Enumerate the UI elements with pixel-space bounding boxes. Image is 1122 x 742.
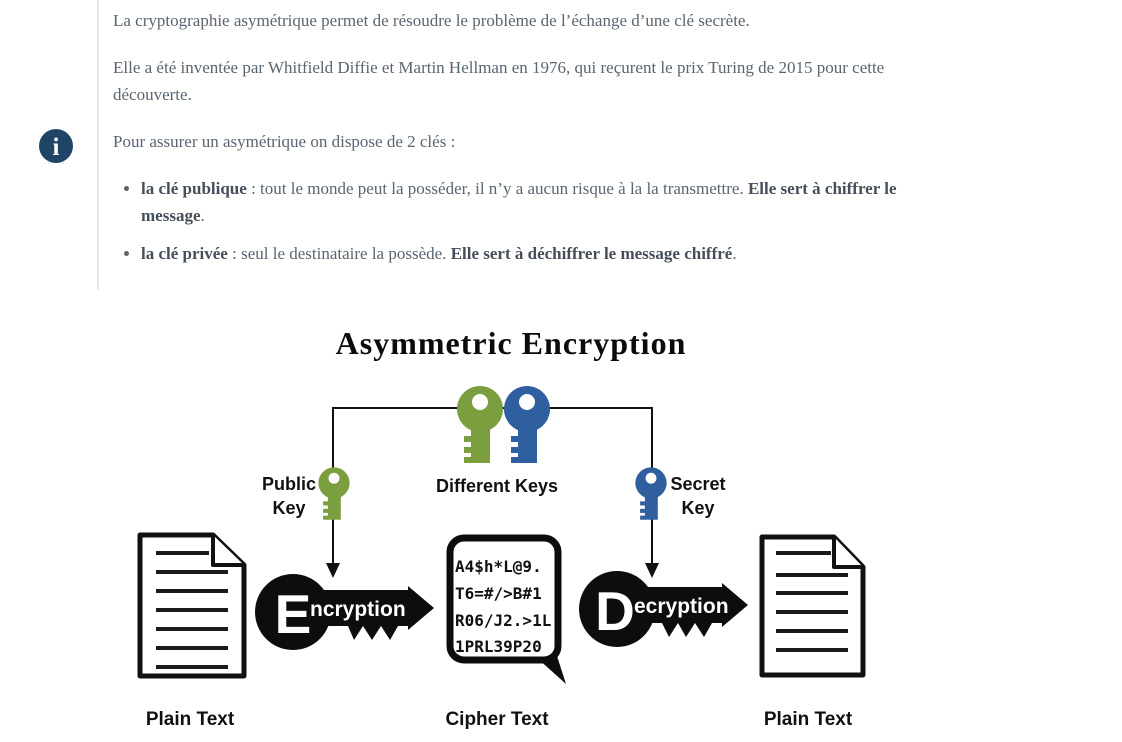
cipher-line-3: R06/J2.>1L — [455, 611, 552, 630]
cipher-line-4: 1PRL39P20 — [455, 637, 542, 656]
arrowhead-secret-key — [645, 563, 659, 578]
small-public-key-icon — [318, 467, 349, 519]
keys-list — [113, 175, 937, 267]
list-item-private-key — [141, 240, 937, 267]
decryption-initial: D — [595, 580, 635, 642]
asymmetric-encryption-diagram — [0, 306, 1122, 742]
cipher-text-box — [450, 538, 566, 684]
info-icon — [38, 128, 74, 164]
plain-text-document-left — [140, 535, 244, 676]
diagram-title: Asymmetric Encryption — [335, 325, 687, 361]
secret-key-label-line1: Secret — [670, 474, 726, 494]
decryption-word: ecryption — [634, 595, 729, 618]
plain-text-label-right: Plain Text — [763, 709, 853, 730]
cipher-line-2: T6=#/>B#1 — [455, 584, 542, 603]
different-keys-label: Different Keys — [435, 476, 559, 496]
paragraph-history: Elle a été inventée par Whitfield Diffie et Martin Hellman en 1976, qui reçurent le prix Turing de 2015 pour cette découverte. — [113, 58, 885, 104]
encryption-word: ncryption — [310, 598, 406, 621]
encryption-initial: E — [274, 583, 312, 645]
decryption-key-arrow — [579, 571, 748, 647]
admonition-divider — [97, 0, 99, 290]
private-key-desc: : seul le destinataire la possède. — [227, 244, 451, 263]
small-secret-key-icon — [635, 467, 666, 519]
private-key-role: Elle sert à déchiffrer le message chiffré — [450, 244, 733, 263]
private-key-end: . — [732, 244, 737, 263]
plain-text-label-left: Plain Text — [145, 709, 235, 730]
public-key-desc: : tout le monde peut la posséder, il n’y a aucun risque à la la transmettre. — [246, 179, 748, 198]
big-public-key-icon — [457, 386, 503, 463]
list-item-public-key — [141, 175, 937, 229]
public-key-role: Elle sert à chiffrer le message — [141, 179, 897, 225]
public-key-label-line1: Public — [261, 474, 317, 494]
paragraph-keys-intro: Pour assurer un asymétrique on dispose de 2 clés : — [113, 132, 456, 151]
paragraph-intro: La cryptographie asymétrique permet de résoudre le problème de l’échange d’une clé secrète. — [113, 11, 750, 30]
encryption-key-arrow — [255, 574, 434, 650]
cipher-text-label: Cipher Text — [445, 709, 549, 730]
info-icon-glyph: i — [52, 134, 60, 161]
secret-key-label-line2: Key — [681, 498, 715, 518]
cipher-line-1: A4$h*L@9. — [455, 557, 542, 576]
arrowhead-public-key — [326, 563, 340, 578]
admonition-body — [113, 7, 937, 278]
public-key-label-line2: Key — [272, 498, 306, 518]
public-key-end: . — [200, 206, 205, 225]
plain-text-document-right — [762, 537, 863, 675]
private-key-term: la clé privée — [141, 244, 228, 263]
public-key-term: la clé publique — [141, 179, 247, 198]
big-secret-key-icon — [504, 386, 550, 463]
